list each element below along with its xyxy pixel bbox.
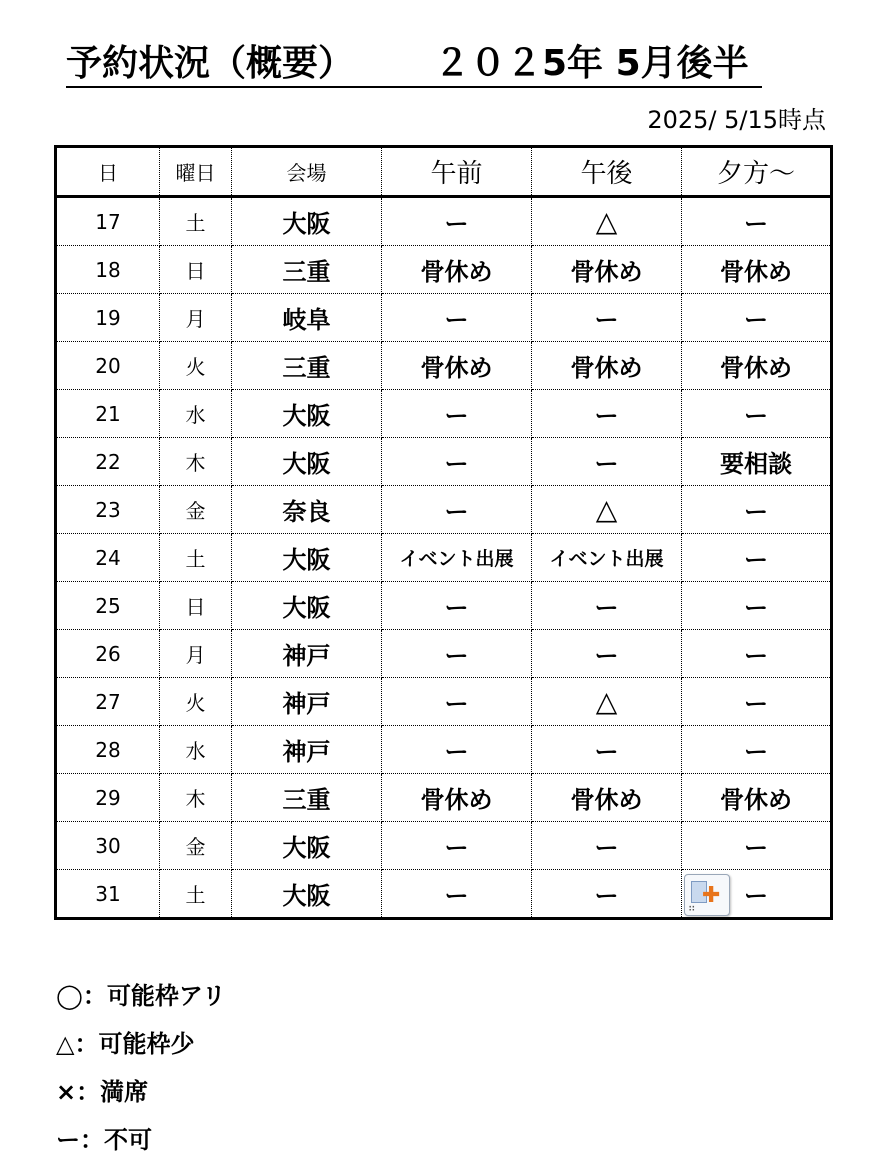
cell-evening xyxy=(682,342,832,390)
cell-venue-text: 三重 xyxy=(282,354,331,382)
cell-morning-text: ー xyxy=(444,834,469,862)
cell-evening xyxy=(682,534,832,582)
cell-weekday-text: 金 xyxy=(185,499,206,523)
cell-weekday-text: 月 xyxy=(185,307,206,331)
cell-venue-text: 神戸 xyxy=(282,690,331,718)
cell-afternoon-text: ー xyxy=(594,402,619,430)
cell-morning xyxy=(382,197,532,246)
cell-day xyxy=(56,342,160,390)
cell-weekday-text: 火 xyxy=(185,355,206,379)
cell-evening xyxy=(682,630,832,678)
cell-evening xyxy=(682,390,832,438)
cell-afternoon xyxy=(532,582,682,630)
cell-weekday xyxy=(160,342,232,390)
cell-venue-text: 大阪 xyxy=(282,546,331,574)
cell-day xyxy=(56,246,160,294)
cell-day-text: 26 xyxy=(95,641,121,666)
cell-weekday xyxy=(160,486,232,534)
cell-morning xyxy=(382,342,532,390)
cell-evening-text: ー xyxy=(744,642,768,670)
cell-morning-text: ー xyxy=(444,402,469,430)
cell-weekday xyxy=(160,726,232,774)
cell-afternoon-text: ー xyxy=(594,834,619,862)
cell-day xyxy=(56,197,160,246)
cell-afternoon xyxy=(532,197,682,246)
cell-afternoon-text: ー xyxy=(594,306,619,334)
cell-evening xyxy=(682,870,832,919)
cell-day-text: 24 xyxy=(95,545,121,570)
cell-day xyxy=(56,486,160,534)
cell-day xyxy=(56,678,160,726)
legend-item: ー：不可 xyxy=(56,1126,152,1154)
cell-morning xyxy=(382,438,532,486)
cell-morning-text: ー xyxy=(444,450,469,478)
cell-afternoon-text: 骨休め xyxy=(570,786,643,814)
cell-day-text: 20 xyxy=(95,353,121,378)
cell-venue xyxy=(232,534,382,582)
table-row xyxy=(56,390,832,438)
cell-day-text: 23 xyxy=(95,497,121,522)
cell-weekday-text: 火 xyxy=(185,691,206,715)
cell-venue xyxy=(232,486,382,534)
table-row xyxy=(56,870,832,919)
cell-morning-text: ー xyxy=(444,498,469,526)
cell-morning-text: 骨休め xyxy=(420,786,493,814)
table-row xyxy=(56,197,832,246)
cell-afternoon xyxy=(532,630,682,678)
cell-weekday-text: 土 xyxy=(185,883,206,907)
cell-evening-text: ー xyxy=(744,546,768,574)
cell-venue xyxy=(232,438,382,486)
cell-morning xyxy=(382,486,532,534)
cell-evening-text: 骨休め xyxy=(720,786,792,814)
cell-venue-text: 大阪 xyxy=(282,594,331,622)
cell-day xyxy=(56,870,160,919)
cell-afternoon xyxy=(532,774,682,822)
header-dow: 曜日 xyxy=(160,147,232,197)
cell-venue-text: 大阪 xyxy=(282,450,331,478)
cell-day xyxy=(56,630,160,678)
cell-day-text: 31 xyxy=(95,881,121,906)
cell-venue-text: 大阪 xyxy=(282,210,331,238)
cell-weekday-text: 日 xyxy=(185,595,206,619)
schedule-table xyxy=(54,145,833,920)
cell-morning xyxy=(382,678,532,726)
cell-weekday xyxy=(160,197,232,246)
cell-evening-text: ー xyxy=(744,594,768,622)
cell-day xyxy=(56,438,160,486)
cell-morning xyxy=(382,534,532,582)
cell-morning-text: 骨休め xyxy=(420,354,493,382)
cell-venue-text: 大阪 xyxy=(282,882,331,910)
cell-evening-text: ー xyxy=(744,306,768,334)
cell-afternoon xyxy=(532,390,682,438)
cell-day-text: 18 xyxy=(95,257,121,282)
cell-evening-text: 骨休め xyxy=(720,354,792,382)
cell-venue xyxy=(232,294,382,342)
cell-evening-text: 骨休め xyxy=(720,258,792,286)
cell-evening xyxy=(682,246,832,294)
table-row xyxy=(56,534,832,582)
cell-weekday xyxy=(160,678,232,726)
cell-morning xyxy=(382,390,532,438)
title-period: ２０２5年 5月後半 xyxy=(434,43,749,84)
cell-morning-text: ー xyxy=(444,306,469,334)
cell-day-text: 17 xyxy=(95,209,121,234)
cell-afternoon xyxy=(532,822,682,870)
cell-afternoon-text: イベント出展 xyxy=(549,548,664,570)
cell-weekday xyxy=(160,582,232,630)
cell-afternoon xyxy=(532,678,682,726)
cell-evening-text: ー xyxy=(744,498,768,526)
cell-day-text: 30 xyxy=(95,833,121,858)
header-morning: 午前 xyxy=(382,147,532,197)
table-row xyxy=(56,582,832,630)
cell-weekday-text: 水 xyxy=(185,403,206,427)
cell-morning xyxy=(382,246,532,294)
cell-day xyxy=(56,390,160,438)
cell-evening-text: 要相談 xyxy=(720,450,792,478)
cell-venue-text: 神戸 xyxy=(282,738,331,766)
dots-icon: ∷ xyxy=(689,904,696,913)
cell-venue xyxy=(232,390,382,438)
cell-morning xyxy=(382,822,532,870)
cell-evening-text: ー xyxy=(744,402,768,430)
cell-weekday xyxy=(160,294,232,342)
table-row xyxy=(56,294,832,342)
cell-evening xyxy=(682,197,832,246)
cell-afternoon xyxy=(532,294,682,342)
cell-evening xyxy=(682,438,832,486)
cell-venue xyxy=(232,197,382,246)
cell-venue xyxy=(232,726,382,774)
cell-weekday xyxy=(160,630,232,678)
cell-weekday-text: 土 xyxy=(185,211,206,235)
cell-afternoon-text: ー xyxy=(594,450,619,478)
cell-venue-text: 奈良 xyxy=(282,498,331,526)
cell-afternoon-text: △ xyxy=(595,205,618,238)
cell-venue-text: 大阪 xyxy=(282,402,331,430)
cell-morning-text: ー xyxy=(444,882,469,910)
cell-afternoon-text: △ xyxy=(595,685,618,718)
cell-evening xyxy=(682,774,832,822)
cell-day-text: 29 xyxy=(95,785,121,810)
cell-venue-text: 大阪 xyxy=(282,834,331,862)
header-row xyxy=(56,147,832,197)
cell-morning xyxy=(382,582,532,630)
cell-weekday-text: 水 xyxy=(185,739,206,763)
cell-evening-text: ー xyxy=(744,738,768,766)
page-title xyxy=(66,42,762,88)
cell-evening xyxy=(682,678,832,726)
table-row xyxy=(56,774,832,822)
cell-venue xyxy=(232,342,382,390)
table-row xyxy=(56,630,832,678)
cell-weekday xyxy=(160,822,232,870)
cell-venue xyxy=(232,870,382,919)
cell-evening xyxy=(682,486,832,534)
cell-afternoon xyxy=(532,870,682,919)
cell-afternoon xyxy=(532,438,682,486)
header-venue: 会場 xyxy=(232,147,382,197)
cell-weekday-text: 土 xyxy=(185,547,206,571)
title-main: 予約状況（概要） xyxy=(66,43,355,84)
cell-venue xyxy=(232,630,382,678)
table-row xyxy=(56,726,832,774)
cell-morning-text: ー xyxy=(444,738,469,766)
header-day: 日 xyxy=(56,147,160,197)
cell-weekday xyxy=(160,534,232,582)
cell-weekday xyxy=(160,870,232,919)
cell-morning-text: 骨休め xyxy=(420,258,493,286)
cell-day-text: 28 xyxy=(95,737,121,762)
cell-morning-text: ー xyxy=(444,642,469,670)
cell-weekday xyxy=(160,438,232,486)
legend-item: ×：満席 xyxy=(56,1078,149,1106)
cell-evening-text: ー xyxy=(744,834,768,862)
cell-venue xyxy=(232,246,382,294)
cell-evening xyxy=(682,294,832,342)
cell-weekday-text: 木 xyxy=(185,787,206,811)
cell-afternoon-text: ー xyxy=(594,738,619,766)
cell-day xyxy=(56,726,160,774)
cell-morning-text: ー xyxy=(444,210,469,238)
table-row xyxy=(56,342,832,390)
cell-morning xyxy=(382,294,532,342)
cell-day xyxy=(56,294,160,342)
cell-afternoon xyxy=(532,342,682,390)
cell-weekday xyxy=(160,390,232,438)
cell-afternoon-text: 骨休め xyxy=(570,258,643,286)
cell-weekday xyxy=(160,774,232,822)
cell-venue-text: 三重 xyxy=(282,258,331,286)
cell-morning-text: ー xyxy=(444,690,469,718)
legend xyxy=(56,972,226,1164)
cell-day xyxy=(56,774,160,822)
cell-weekday-text: 金 xyxy=(185,835,206,859)
cell-evening xyxy=(682,822,832,870)
cell-morning xyxy=(382,726,532,774)
cell-day-text: 19 xyxy=(95,305,121,330)
cell-evening-text: ー xyxy=(744,882,768,910)
cell-afternoon-text: ー xyxy=(594,594,619,622)
cell-afternoon xyxy=(532,534,682,582)
cell-day-text: 25 xyxy=(95,593,121,618)
header-evening: 夕方～ xyxy=(682,147,832,197)
cell-afternoon-text: ー xyxy=(594,642,619,670)
cell-venue xyxy=(232,678,382,726)
cell-afternoon-text: △ xyxy=(595,493,618,526)
legend-item: △：可能枠少 xyxy=(56,1030,195,1058)
plus-icon: ✚ xyxy=(702,883,721,908)
table-row xyxy=(56,678,832,726)
cell-afternoon xyxy=(532,486,682,534)
cell-weekday-text: 木 xyxy=(185,451,206,475)
cell-venue-text: 神戸 xyxy=(282,642,331,670)
cell-day-text: 27 xyxy=(95,689,121,714)
cell-day xyxy=(56,534,160,582)
cell-morning xyxy=(382,630,532,678)
table-row xyxy=(56,246,832,294)
cell-morning-text: イベント出展 xyxy=(399,548,514,570)
table-row xyxy=(56,438,832,486)
cell-day-text: 21 xyxy=(95,401,121,426)
cell-day-text: 22 xyxy=(95,449,121,474)
legend-item: ◯：可能枠アリ xyxy=(56,982,226,1010)
cell-morning xyxy=(382,870,532,919)
cell-afternoon-text: 骨休め xyxy=(570,354,643,382)
cell-evening xyxy=(682,726,832,774)
header-afternoon: 午後 xyxy=(532,147,682,197)
cell-evening-text: ー xyxy=(744,210,768,238)
cell-weekday xyxy=(160,246,232,294)
table-row xyxy=(56,486,832,534)
table-row xyxy=(56,822,832,870)
cell-morning xyxy=(382,774,532,822)
cell-venue xyxy=(232,774,382,822)
cell-weekday-text: 日 xyxy=(185,259,206,283)
cell-venue xyxy=(232,582,382,630)
cell-evening xyxy=(682,582,832,630)
cell-weekday-text: 月 xyxy=(185,643,206,667)
cell-venue xyxy=(232,822,382,870)
cell-afternoon xyxy=(532,246,682,294)
cell-evening-text: ー xyxy=(744,690,768,718)
cell-venue-text: 三重 xyxy=(282,786,331,814)
as-of-date: 2025/ 5/15時点 xyxy=(647,106,826,134)
cell-day xyxy=(56,822,160,870)
cell-venue-text: 岐阜 xyxy=(282,306,331,334)
cell-day xyxy=(56,582,160,630)
cell-morning-text: ー xyxy=(444,594,469,622)
paste-options-icon[interactable] xyxy=(684,874,730,916)
cell-afternoon xyxy=(532,726,682,774)
cell-afternoon-text: ー xyxy=(594,882,619,910)
